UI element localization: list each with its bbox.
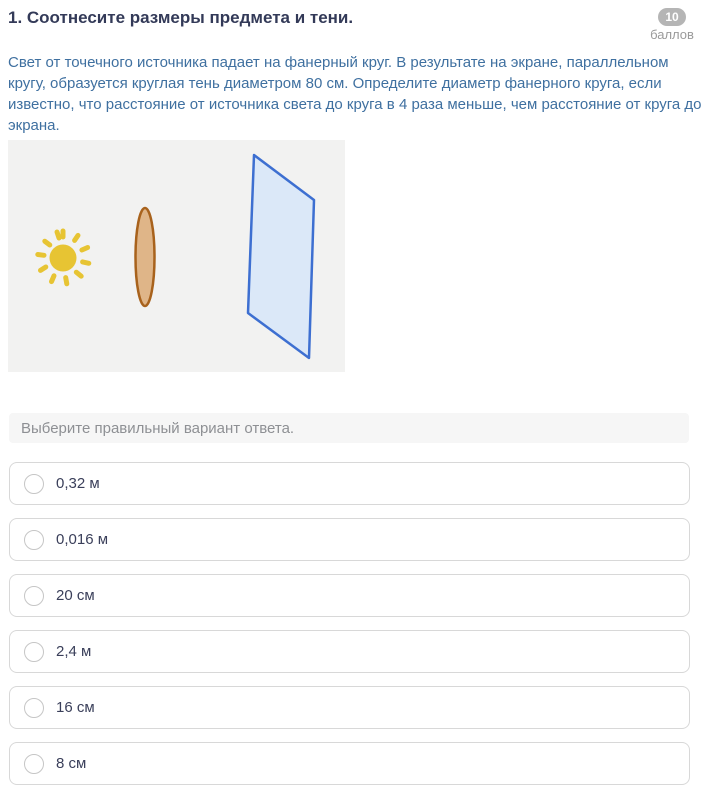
answer-option[interactable] (9, 518, 690, 561)
answer-option-label: 0,016 м (56, 531, 109, 548)
answer-option-label: 8 см (56, 755, 87, 772)
question-text: Свет от точечного источника падает на фанерный круг. В результате на экране, параллельном кругу, образуется круглая тень диаметром 80 см. Определите диаметр фанерного круга, если известно, что расстояние от источника света до круга в 4 раза меньше, чем расстояние от круга до экрана. (8, 54, 702, 134)
radio-button[interactable] (24, 586, 44, 606)
answer-option-label: 20 см (56, 587, 95, 604)
answer-option[interactable] (9, 630, 690, 673)
answer-prompt-label: Выберите правильный вариант ответа. (21, 419, 295, 437)
points-label: баллов (650, 27, 694, 42)
answer-option[interactable] (9, 686, 690, 729)
plywood-disc (136, 208, 155, 306)
answer-option-label: 0,32 м (56, 475, 100, 492)
answer-option-label: 2,4 м (56, 643, 92, 660)
radio-button[interactable] (24, 698, 44, 718)
question-title: 1. Соотнесите размеры предмета и тени. (8, 8, 354, 27)
illustration-svg (8, 140, 345, 372)
points-badge (641, 8, 703, 42)
screen-parallelogram (248, 155, 314, 358)
radio-button[interactable] (24, 530, 44, 550)
answer-option-label: 16 см (56, 699, 95, 716)
radio-button[interactable] (24, 754, 44, 774)
answer-option[interactable] (9, 574, 690, 617)
radio-button[interactable] (24, 474, 44, 494)
points-value-badge: 10 (658, 8, 685, 26)
answer-option[interactable] (9, 462, 690, 505)
answer-prompt (9, 413, 689, 443)
question-illustration (8, 140, 345, 372)
radio-button[interactable] (24, 642, 44, 662)
answer-option[interactable] (9, 742, 690, 785)
sun-core (50, 245, 77, 272)
